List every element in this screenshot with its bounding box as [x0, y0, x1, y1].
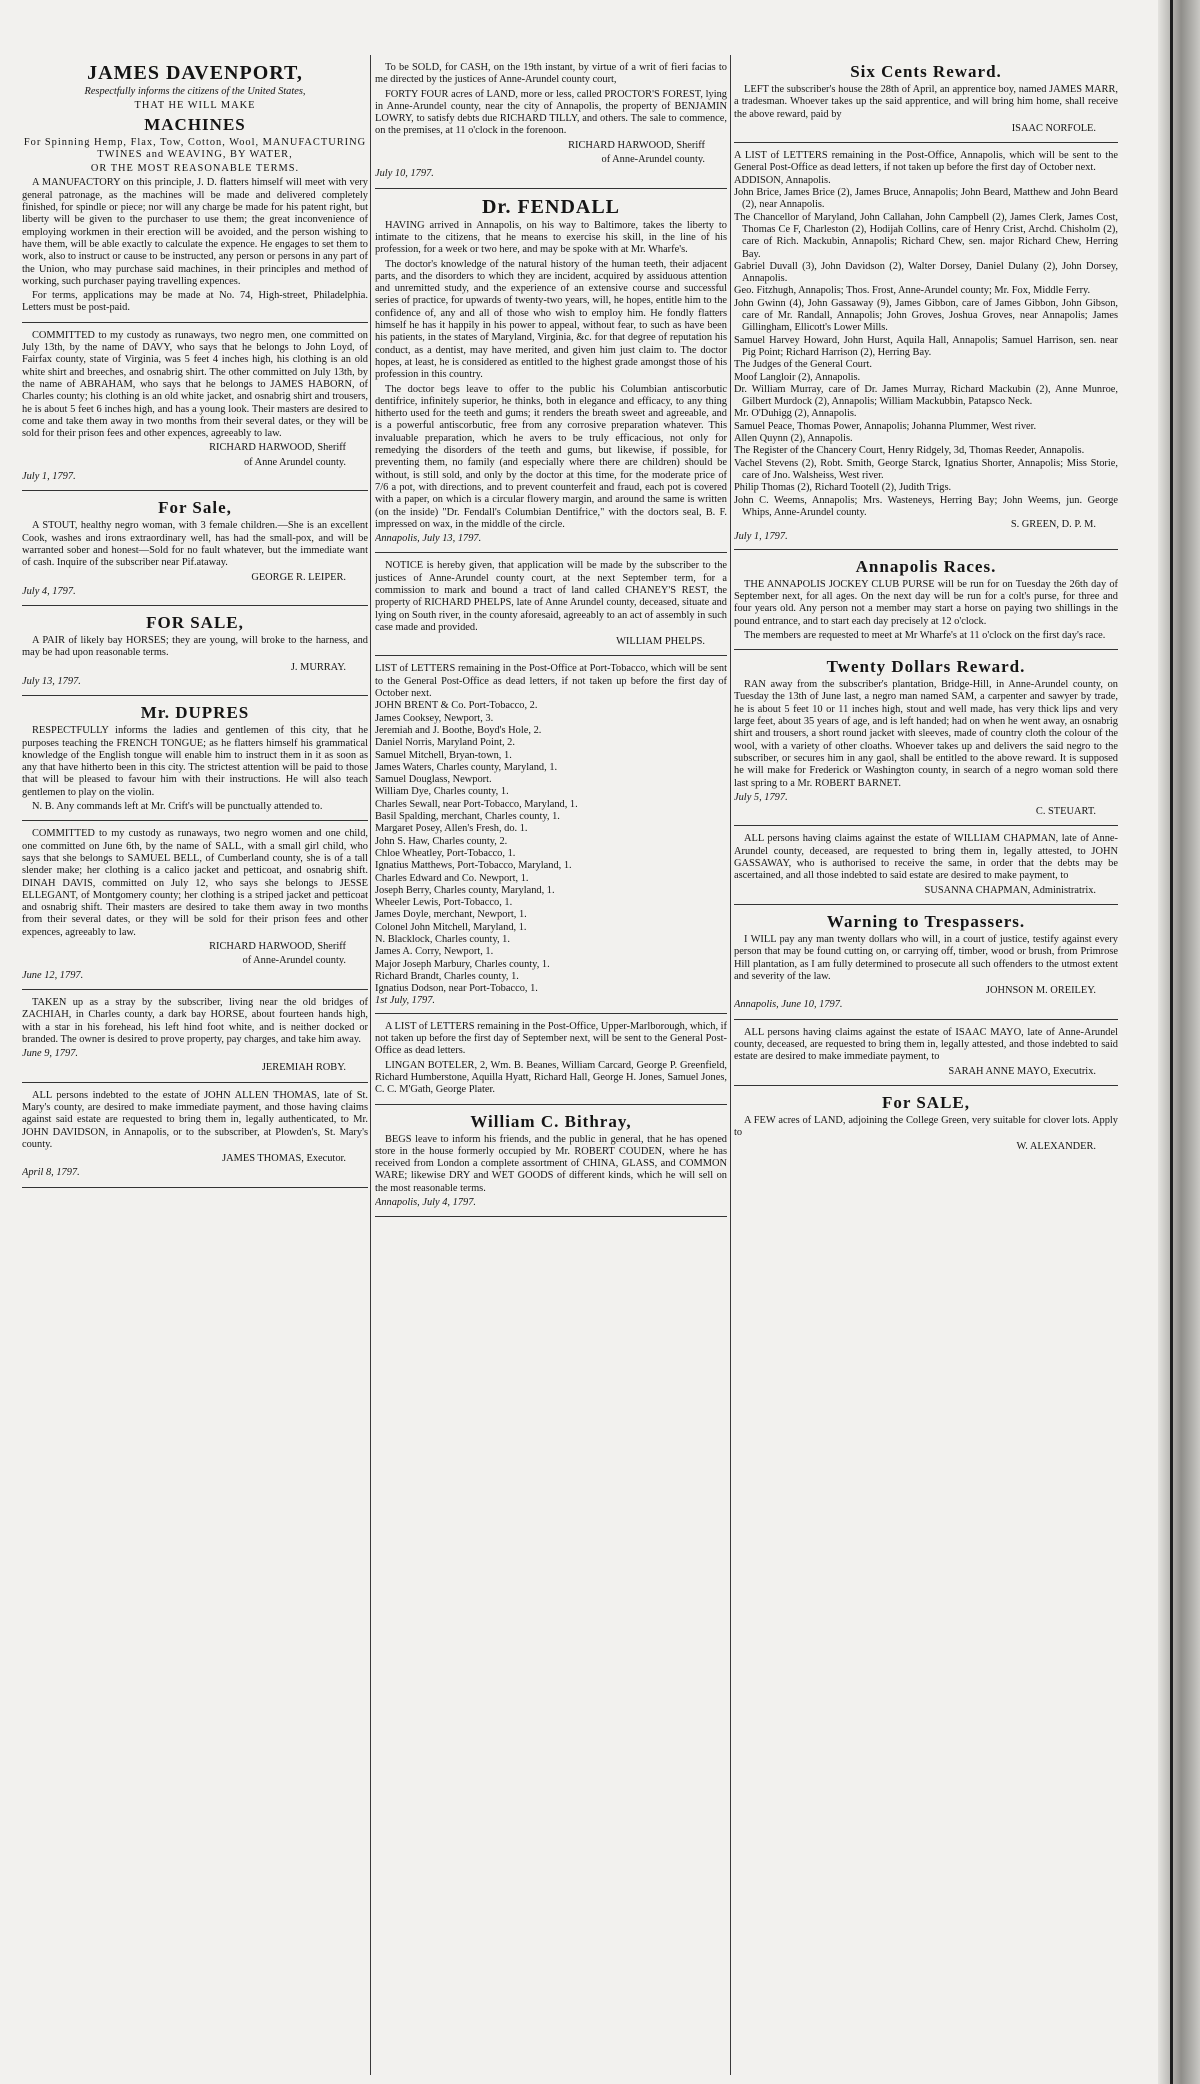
- ad-signature: RICHARD HARWOOD, Sheriff: [209, 442, 346, 454]
- list-item: Major Joseph Marbury, Charles county, 1.: [375, 958, 550, 970]
- ad-body: LINGAN BOTELER, 2, Wm. B. Beanes, William Carcard, George P. Greenfield, Richard Humberstone, Aquilla Hyatt, Richard Hall, George H. Jones, Samuel Jones, C. C. M'Gath, George Plater.: [375, 1059, 727, 1096]
- letter-list: [375, 700, 727, 995]
- ad-to-be-sold: [375, 60, 727, 189]
- list-item: John Gwinn (4), John Gassaway (9), James Gibbon, care of James Gibbon, John Gibson, care of Mr. Randall, Annapolis; John Groves, Joshua Groves, near Annapolis; James Gillingham, Ellicott's Lower Mills.: [734, 297, 1118, 334]
- list-item: James Cooksey, Newport, 3.: [375, 712, 494, 724]
- ad-signature: of Anne-Arundel county.: [242, 955, 346, 967]
- ad-body: The doctor's knowledge of the natural history of the human teeth, their adjacent parts, and the disorders to which they are incident, acquired by assiduous attention and unremitted study, and the experience of an extensive course and successful series of practice, for upwards of twenty-two years, will, he hopes, entitle him to the confidence of, any and all of those who wish to employ him. He fondly flatters himself he has it happily in his power to appeal, without fear, to such as have been his patients, in the states of Maryland, Virginia, &c. for that degree of reputation his conduct, as a dentist, may have merited, and given him just claim to. The doctor hopes, at least, he is considered as entitled to the highest grade amongst those of his profession in this country.: [375, 258, 727, 381]
- ad-date: July 5, 1797.: [734, 791, 788, 803]
- list-item: N. Blacklock, Charles county, 1.: [375, 934, 510, 945]
- ad-line: THAT HE WILL MAKE: [134, 100, 256, 112]
- ad-signature: JEREMIAH ROBY.: [261, 1062, 346, 1074]
- list-item: Charles Sewall, near Port-Tobacco, Maryland, 1.: [375, 798, 578, 810]
- ad-trespassers: [734, 910, 1118, 1020]
- ad-body: RESPECTFULLY informs the ladies and gentlemen of this city, that he purposes teaching the FRENCH TONGUE; as he flatters himself his grammatical knowledge of the English tongue will enable him to instruct them in it as soon as any that have hitherto been in this city. The strictest attention will be paid to those that will be pleased to favour him with their instructions. He will also teach gentlemen to play on the violin.: [22, 725, 368, 798]
- ad-letters-port-tobacco: [375, 661, 727, 1013]
- ad-body: A STOUT, healthy negro woman, with 3 female children.—She is an excellent Cook, washes and irons extraordinary well, has had the small-pox, and will be warranted sober and honest—Sold for no fault whatever, but the immediate want of cash. Inquire of the subscriber near Pif.ataway.: [22, 520, 368, 569]
- list-item: Vachel Stevens (2), Robt. Smith, George Starck, Ignatius Shorter, Annapolis; Miss Storie, care of Jno. Walsheiss, West river.: [734, 457, 1118, 481]
- ad-body: ALL persons indebted to the estate of JOHN ALLEN THOMAS, late of St. Mary's county, are desired to make immediate payment, and those having claims against said estate are requested to bring them in, legally authenticated, to Mr. JOHN DAVIDSON, in Annapolis, or to the subscriber, at Plowden's, St. Mary's county.: [22, 1089, 368, 1150]
- letter-list: [734, 175, 1118, 519]
- list-item: Chloe Wheatley, Port-Tobacco, 1.: [375, 847, 516, 859]
- list-item: Samuel Mitchell, Bryan-town, 1.: [375, 749, 512, 761]
- ad-line: OR THE MOST REASONABLE TERMS.: [90, 163, 300, 175]
- ad-signature: C. STEUART.: [1035, 806, 1096, 818]
- ad-body: TAKEN up as a stray by the subscriber, living near the old bridges of ZACHIAH, in Charles county, a dark bay HORSE, about fourteen hands high, with a star in his forehead, his left hind foot white, and is neither docked or branded. The owner is desired to prove property, pay charges, and take him away.: [22, 996, 368, 1045]
- list-intro: A LIST of LETTERS remaining in the Post-Office, Upper-Marlborough, which, if not taken up before the first day of September next, will be sent to the General Post-Office as dead letters.: [375, 1020, 727, 1057]
- column-right: [734, 60, 1118, 2065]
- ad-body: The doctor begs leave to offer to the public his Columbian antiscorbutic dentifrice, infinitely superior, he thinks, both in elegance and efficacy, to any thing hitherto used for the teeth and gums; it renders the breath sweet and agreeable, and is a powerful antiscorbutic, free from any corrosive preparation whatever. This invaluable preparation, which he avers to be truly efficacious, not only for remedying the disorders of the teeth and gums, but likewise, if possible, for preventing them, no family (and especially where there are children) should be without, is still sold, and only by the doctor at this time, for the moderate price of 7/6 a pot, with directions, and to prevent counterfeit and fraud, each pot is covered with a paper, on which is a circular flowery margin, and around the same is written (on the inside) "Dr. Fendall's Columbian Dentifrice," with the doctors seal, B. F. impressed on wax, in the middle of the circle.: [375, 383, 727, 530]
- list-item: Joseph Berry, Charles county, Maryland, 1.: [375, 884, 555, 896]
- ad-signature: SARAH ANNE MAYO, Executrix.: [948, 1065, 1096, 1077]
- ad-signature: S. GREEN, D. P. M.: [1010, 519, 1096, 531]
- ad-thomas-estate: [22, 1088, 368, 1188]
- list-item: Daniel Norris, Maryland Point, 2.: [375, 737, 515, 749]
- ad-annapolis-races: [734, 555, 1118, 650]
- column-middle: [375, 60, 727, 2065]
- ad-date: April 8, 1797.: [22, 1167, 80, 1179]
- ad-heading: For Sale,: [158, 498, 232, 518]
- ad-dupres: [22, 701, 368, 821]
- page-edge-line: [1170, 0, 1173, 2084]
- ad-signature: RICHARD HARWOOD, Sheriff: [209, 941, 346, 953]
- ad-body: For terms, applications may be made at No. 74, High-street, Philadelphia. Letters must be post-paid.: [22, 290, 368, 314]
- ad-date: Annapolis, July 13, 1797.: [375, 533, 482, 545]
- ad-heading: Annapolis Races.: [855, 556, 997, 576]
- ad-body: LEFT the subscriber's house the 28th of April, an apprentice boy, named JAMES MARR, a tradesman. Whoever takes up the said apprentice, and will bring him home, shall receive the above reward, paid by: [734, 84, 1118, 120]
- ad-date: June 9, 1797.: [22, 1048, 78, 1060]
- ad-fendall: [375, 194, 727, 554]
- list-item: Charles Edward and Co. Newport, 1.: [375, 872, 529, 884]
- list-item: Basil Spalding, merchant, Charles county, 1.: [375, 811, 560, 823]
- ad-heading: JAMES DAVENPORT,: [87, 62, 303, 84]
- ad-letters-upper-marlborough: [375, 1019, 727, 1105]
- list-item: James Waters, Charles county, Maryland, 1.: [375, 761, 558, 773]
- ad-heading: Dr. FENDALL: [481, 195, 621, 218]
- ad-note: The members are requested to meet at Mr Wharfe's at 11 o'clock on the first day's race.: [744, 629, 1106, 641]
- ad-heading: Twenty Dollars Reward.: [826, 657, 1026, 677]
- ad-committed-runaways: [22, 328, 368, 492]
- list-item: Mr. O'Duhigg (2), Annapolis.: [734, 408, 857, 420]
- ad-subheading: Respectfully informs the citizens of the United States,: [84, 86, 306, 97]
- column-rule: [730, 55, 731, 2075]
- list-item: Allen Quynn (2), Annapolis.: [734, 433, 853, 445]
- list-item: James A. Corry, Newport, 1.: [375, 946, 494, 958]
- ad-date: July 1, 1797.: [22, 471, 76, 483]
- ad-mayo-estate: [734, 1025, 1118, 1086]
- list-item: Wheeler Lewis, Port-Tobacco, 1.: [375, 897, 513, 909]
- ad-signature: W. ALEXANDER.: [1016, 1141, 1096, 1153]
- ad-date: Annapolis, July 4, 1797.: [375, 1197, 477, 1209]
- ad-body: I WILL pay any man twenty dollars who will, in a court of justice, testify against every person that may be found cutting on, or carrying off, timber, wood or brush, from Primrose Hill plantation, as I am fully determined to prosecute all such offenders to the utmost extent and severity of the law.: [734, 933, 1118, 982]
- list-item: The Register of the Chancery Court, Henry Ridgely, 3d, Thomas Reeder, Annapolis.: [734, 445, 1085, 457]
- ad-signature: SUSANNA CHAPMAN, Administratrix.: [924, 884, 1096, 896]
- ad-body: COMMITTED to my custody as runaways, two negro men, one committed on July 13th, by the name of DAVY, who says that he belongs to John Loyd, of Fairfax county, state of Virginia, was 5 feet 4 inches high, his clothing is an old white shirt and breeches, and osnabrig shirt. The other committed on July 13th, by the name of ABRAHAM, who says that he belongs to JAMES HABORN, of Charles county; his clothing is an old white jacket, and osnabrig shirt and trousers, he is about 5 feet 6 inches high, and has a young look. Their masters are desired to come and take them away in two months from their several dates, or they will be sold for their prison fees and other expences, agreeably to law.: [22, 329, 368, 440]
- list-item: Margaret Posey, Allen's Fresh, do. 1.: [375, 823, 528, 835]
- ad-note: N. B. Any commands left at Mr. Crift's will be punctually attended to.: [32, 801, 323, 813]
- list-item: James Doyle, merchant, Newport, 1.: [375, 909, 527, 921]
- list-item: John S. Haw, Charles county, 2.: [375, 835, 508, 847]
- ad-for-sale-woman: [22, 496, 368, 606]
- ad-body: NOTICE is hereby given, that application will be made by the subscriber to the justices of Anne-Arundel county court, at the next September term, for a commission to mark and bound a tract of land called CHANEY'S REST, the property of RICHARD PHELPS, late of Anne Arundel county, deceased, situate and lying on South river, in the county aforesaid, agreeably to an act of assembly in such case made and provided.: [375, 560, 727, 633]
- ad-body: To be SOLD, for CASH, on the 19th instant, by virtue of a writ of fieri facias to me directed by the justices of Anne-Arundel county court,: [375, 62, 727, 86]
- ad-body: ALL persons having claims against the estate of WILLIAM CHAPMAN, late of Anne-Arundel county, deceased, are requested to bring them in, legally attested, to JOHN GASSAWAY, who is authorised to receive the same, in order that the debts may be ascertained, and all those indebted to said estate are desired to make payment, to: [734, 833, 1118, 882]
- ad-body: ALL persons having claims against the estate of ISAAC MAYO, late of Anne-Arundel county, deceased, are requested to bring them in, legally attested, and those indebted to said estate are desired to make immediate payment, to: [734, 1026, 1118, 1063]
- ad-signature: GEORGE R. LEIPER.: [251, 571, 346, 583]
- ad-heading: MACHINES: [144, 114, 246, 134]
- ad-body: A MANUFACTORY on this principle, J. D. flatters himself will meet with very general patronage, as the machines will be made and delivered completely finished, for spindle or piece; nor will any charge be made for his patent right, but liberty will be given to the purchaser to use them; the great inconvenience of employing workmen in their erection will be avoided, and the person wishing to have them, will be able exactly to calculate the expence. He engages to set them to work, also to instruct or cause to be instructed, any person or persons in any part of the Union, who may purchase said machines, in their principles and method of working, such purchaser paying travelling expences.: [22, 177, 368, 287]
- page-edge-shadow: [1158, 0, 1200, 2084]
- ad-heading: For SALE,: [881, 1092, 971, 1112]
- list-intro: LIST of LETTERS remaining in the Post-Office at Port-Tobacco, which will be sent to the General Post-Office as dead letters, if not taken up before the first day of October next.: [375, 663, 727, 700]
- list-intro: A LIST of LETTERS remaining in the Post-Office, Annapolis, which will be sent to the General Post-Office as dead letters, if not taken up before the first day of October next.: [734, 150, 1118, 174]
- list-item: Richard Brandt, Charles county, 1.: [375, 970, 519, 982]
- ad-signature: ISAAC NORFOLE.: [1011, 122, 1096, 134]
- ad-date: Annapolis, June 10, 1797.: [734, 999, 843, 1011]
- list-item: Samuel Harvey Howard, John Hurst, Aquila Hall, Annapolis; Samuel Harrison, sen. near Pig Point; Richard Harrison (2), Herring Bay.: [734, 334, 1118, 358]
- ad-for-sale-land: [734, 1091, 1118, 1161]
- ad-heading: Mr. DUPRES: [140, 703, 250, 723]
- list-item: Geo. Fitzhugh, Annapolis; Thos. Frost, Anne-Arundel county; Mr. Fox, Middle Ferry.: [734, 285, 1091, 297]
- ad-davenport: [22, 60, 368, 323]
- ad-signature: WILLIAM PHELPS.: [616, 636, 705, 648]
- ad-date: 1st July, 1797.: [375, 995, 436, 1007]
- ad-signature: JOHNSON M. OREILEY.: [985, 985, 1096, 997]
- ad-date: June 12, 1797.: [22, 969, 84, 981]
- ad-signature: JAMES THOMAS, Executor.: [222, 1153, 346, 1165]
- list-item: Samuel Douglass, Newport.: [375, 774, 492, 786]
- list-item: Philip Thomas (2), Richard Tootell (2), Judith Trigs.: [734, 482, 952, 494]
- ad-heading: Warning to Trespassers.: [826, 911, 1026, 931]
- list-item: Colonel John Mitchell, Maryland, 1.: [375, 921, 527, 933]
- list-item: Ignatius Dodson, near Port-Tobacco, 1.: [375, 983, 538, 995]
- list-item: John C. Weems, Annapolis; Mrs. Wasteneys, Herring Bay; John Weems, jun. George Whips, Anne-Arundel county.: [734, 494, 1118, 518]
- ad-heading: FOR SALE,: [146, 613, 244, 633]
- list-item: Ignatius Matthews, Port-Tobacco, Maryland, 1.: [375, 860, 572, 872]
- ad-body: HAVING arrived in Annapolis, on his way to Baltimore, takes the liberty to intimate to the citizens, that he means to exercise his skill, in the line of his profession, for a week or two here, and may be spoke with at Mr. Wharfe's.: [375, 219, 727, 256]
- ad-for-sale-horses: [22, 611, 368, 696]
- ad-heading: Six Cents Reward.: [850, 62, 1002, 81]
- ad-body: THE ANNAPOLIS JOCKEY CLUB PURSE will be run for on Tuesday the 26th day of September next, for all ages. On the next day will be run for a colt's purse, for three and four years old. Any person not a member may start a horse on paying two shillings in the pound entrance, and to start each day precisely at 12 o'clock.: [734, 578, 1118, 627]
- ad-date: July 10, 1797.: [375, 168, 434, 180]
- ad-chapman-estate: [734, 831, 1118, 904]
- ad-letters-annapolis: [734, 148, 1118, 550]
- ad-signature: of Anne Arundel county.: [243, 456, 346, 468]
- ad-body: A FEW acres of LAND, adjoining the College Green, very suitable for clover lots. Apply to: [734, 1114, 1118, 1139]
- ad-body: A PAIR of likely bay HORSES; they are young, will broke to the harness, and may be had upon reasonable terms.: [22, 635, 368, 659]
- ad-signature: J. MURRAY.: [290, 661, 346, 673]
- list-item: JOHN BRENT & Co. Port-Tobacco, 2.: [375, 700, 538, 712]
- ad-committed-women: [22, 826, 368, 990]
- ad-body: BEGS leave to inform his friends, and the public in general, that he has opened store in the house formerly occupied by Mr. ROBERT COUDEN, where he has received from London a complete assortment of CHINA, GLASS, and COMMON WARE; likewise DRY and WET GOODS of different kinds, which he will sell on the most reasonable terms.: [375, 1133, 727, 1194]
- column-rule: [370, 55, 371, 2075]
- list-item: The Chancellor of Maryland, John Callahan, John Campbell (2), James Clerk, James Cost, Thomas Ce F, Charleston (2), Hodijah Collins, care of Henry Crist, Archd. Chisholm (2), care of Rich. Mackubin, Annapolis; Richard Chew, sen. major Richard Chew, Herring Bay.: [734, 211, 1118, 260]
- ad-bithray: [375, 1110, 727, 1218]
- ad-twenty-dollars: [734, 655, 1118, 826]
- list-item: Samuel Peace, Thomas Power, Annapolis; Johanna Plummer, West river.: [734, 420, 1037, 432]
- ad-signature: RICHARD HARWOOD, Sheriff: [568, 139, 705, 151]
- ad-date: July 13, 1797.: [22, 675, 81, 687]
- ad-date: July 1, 1797.: [734, 531, 788, 543]
- list-item: The Judges of the General Court.: [734, 359, 872, 371]
- column-left: [22, 60, 368, 2065]
- ad-date: July 4, 1797.: [22, 585, 76, 597]
- ad-body: FORTY FOUR acres of LAND, more or less, called PROCTOR'S FOREST, lying in Anne-Arundel county, near the city of Annapolis, the property of BENJAMIN LOWRY, to satisfy debts due RICHARD TILLY, and others. The sale to commence, on the premises, at 11 o'clock in the forenoon.: [375, 88, 727, 137]
- list-item: Moof Langloir (2), Annapolis.: [734, 371, 861, 383]
- ad-line: For Spinning Hemp, Flax, Tow, Cotton, Wool, MANUFACTURING TWINES and WEAVING, BY WATER,: [23, 136, 367, 160]
- ad-six-cents: [734, 60, 1118, 143]
- ad-taken-up-horse: [22, 995, 368, 1083]
- list-item: ADDISON, Annapolis.: [734, 174, 831, 186]
- ad-signature: of Anne-Arundel county.: [601, 154, 705, 166]
- list-item: John Brice, James Brice (2), James Bruce, Annapolis; John Beard, Matthew and John Beard (2), near Annapolis.: [734, 187, 1118, 211]
- list-item: Gabriel Duvall (3), John Davidson (2), Walter Dorsey, Daniel Dulany (2), John Dorsey, Annapolis.: [734, 260, 1118, 285]
- ad-body: COMMITTED to my custody as runaways, two negro women and one child, one committed on June 6th, by the name of SALL, with a small girl child, who says that she belongs to SAMUEL BELL, of Cumberland county, she is of a tall slender make; her clothing is a calico jacket and petticoat, and osnabrig shift. DINAH DAVIS, committed on July 12, who says she belongs to JESSE ELLEGANT, of Montgomery county; her clothing is a striped jacket and petticoat and osnabrig shift. Their masters are desired to take them away in two months from their several dates, or they will be sold for their prison fees and other expences, agreeably to law.: [22, 828, 368, 938]
- list-item: William Dye, Charles county, 1.: [375, 786, 509, 798]
- ad-heading: William C. Bithray,: [470, 1111, 632, 1131]
- list-item: Jeremiah and J. Boothe, Boyd's Hole, 2.: [375, 724, 542, 736]
- ad-notice-phelps: [375, 558, 727, 656]
- list-item: Dr. William Murray, care of Dr. James Murray, Richard Mackubin (2), Anne Munroe, Gilbert Murdock (2), Annapolis; William Mackubbin, Patapsco Neck.: [734, 383, 1118, 408]
- ad-body: RAN away from the subscriber's plantation, Bridge-Hill, in Anne-Arundel county, on Tuesday the 13th of June last, a negro man named SAM, a carpenter and sawyer by trade, he is about 5 feet 10 or 11 inches high, stout and well made, has very thick lips and very large feet, about 35 years of age, and is left handed; had on when he went away, an osnabrig shirt and trousers, a short round jacket with sleeves, made of country cloth the colour of the wool, with a variety of other cloaths. Whoever takes up and delivers the said negro to the subscriber, or secures him in any gaol, shall be entitled to the above reward. It is supposed he will make for Frederick or Washington county, in search of a negro woman sold there last spring to a Mr. ROBERT BARNET.: [734, 679, 1118, 789]
